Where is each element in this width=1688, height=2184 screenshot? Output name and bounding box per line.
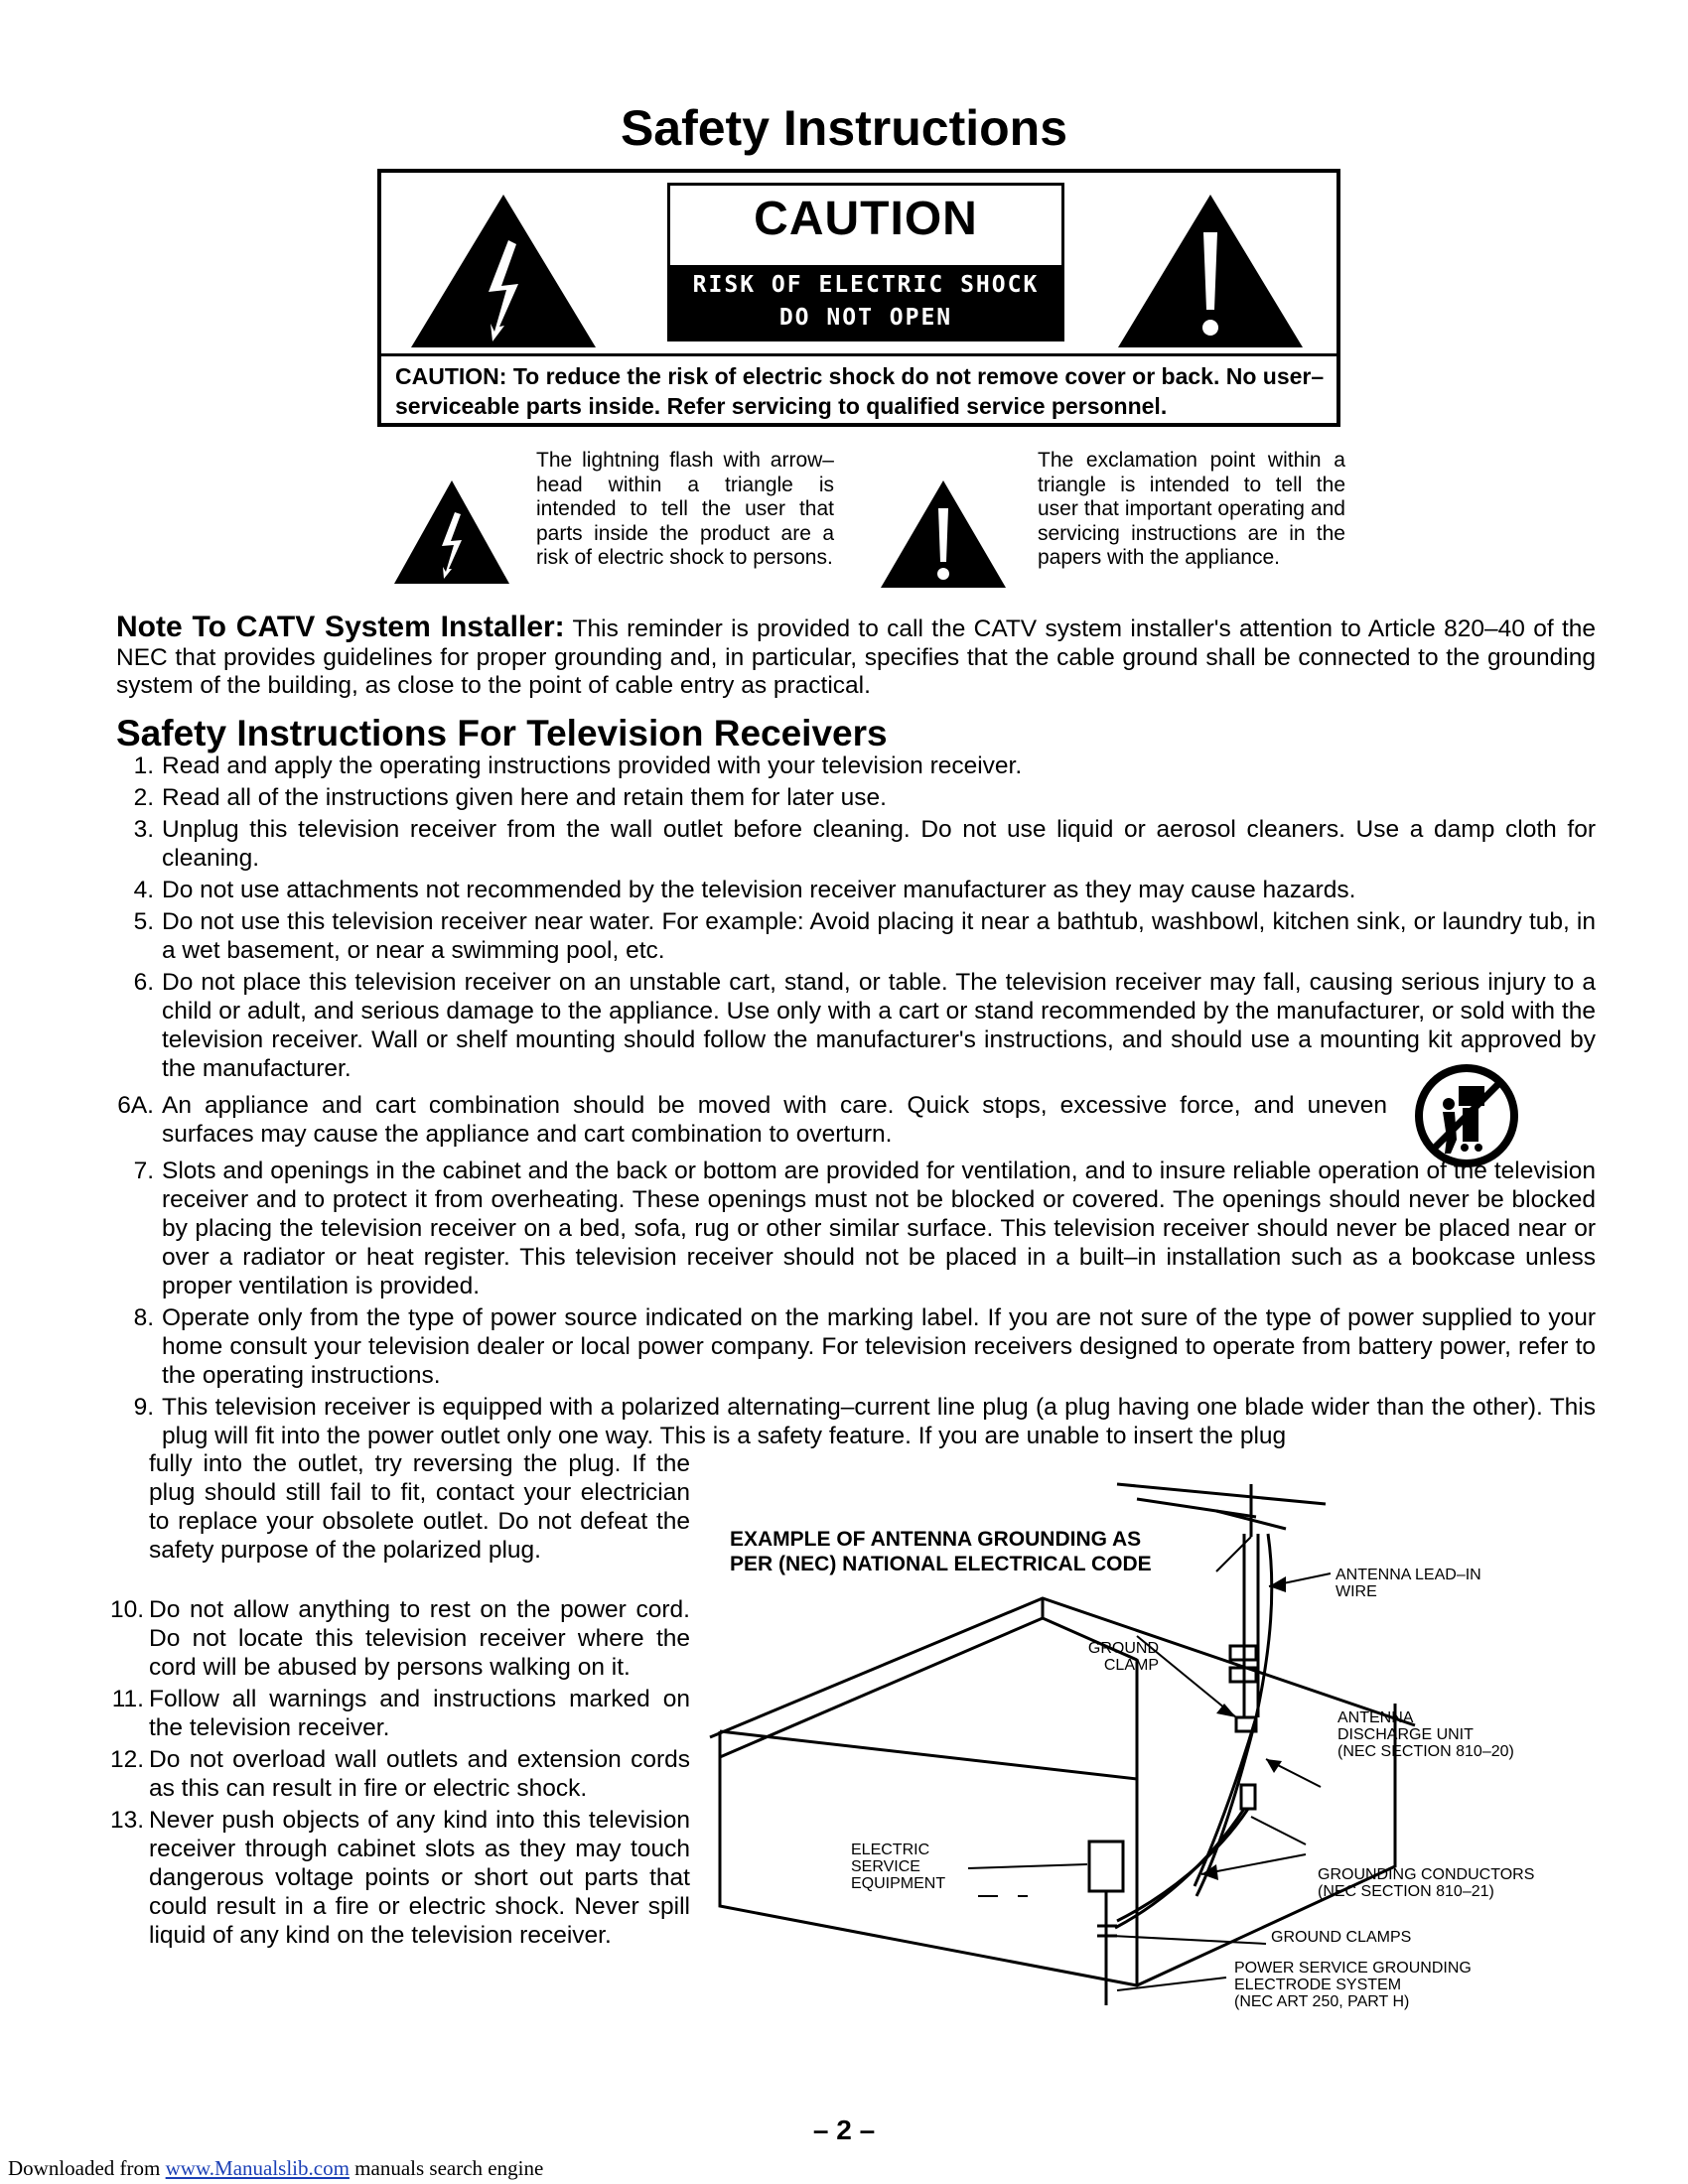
section-heading: Safety Instructions For Television Receivers (116, 713, 888, 753)
list-item (99, 1091, 1596, 1149)
item-text: Operate only from the type of power source indicated on the marking label. If you are not sure of the type of power supplied to your home consult your television dealer or local power company. For television receivers designed to operate from battery power, refer to the operating instructions. (162, 1304, 1596, 1389)
list-item (99, 1745, 690, 1803)
item-text: Read all of the instructions given here and retain them for later use. (162, 784, 887, 811)
item-number: 13. (109, 1807, 144, 1834)
label-line: GROUNDING CONDUCTORS (1318, 1866, 1535, 1883)
list-item (99, 1685, 690, 1742)
caution-heading: CAUTION (754, 193, 978, 245)
caution-text-lead: CAUTION: (395, 363, 507, 389)
item-text: Do not use attachments not recommended by the television receiver manufacturer as they may cause hazards. (162, 877, 1356, 903)
item-9-continued: fully into the outlet, try reversing the plug. If the plug should still fail to fit, contact your electrician to replace your obsolete outlet. Do not defeat the safety purpose of the polarized plug. (149, 1450, 690, 1564)
catv-note (116, 611, 1596, 701)
lightning-symbol-icon (392, 478, 511, 586)
item-text: Do not overload wall outlets and extension cords as this can result in fire or electric shock. (149, 1746, 690, 1802)
label-line: EQUIPMENT (851, 1875, 946, 1892)
label-line: (NEC SECTION 810–21) (1318, 1883, 1494, 1900)
label-line: SERVICE (851, 1858, 920, 1875)
list-item (99, 907, 1596, 965)
label-antenna-lead-in (1336, 1567, 1481, 1600)
list-item (99, 1393, 1596, 1450)
caution-divider (381, 353, 1336, 356)
exclamation-symbol-icon (879, 478, 1008, 590)
caution-band (670, 265, 1061, 339)
caution-panel (667, 183, 1064, 341)
item-text: Follow all warnings and instructions marked on the television receiver. (149, 1686, 690, 1741)
item-text: Do not place this television receiver on an unstable cart, stand, or table. The television receiver may fall, causing serious injury to a child or adult, and serious damage to the appliance. Use only with a cart or stand recommended by the manufacturer, or sold with the television receiver. Wall or shelf mounting should follow the manufacturer's instructions, and should use a mounting kit approved by the manufacturer. (162, 969, 1596, 1082)
item-text: Do not use this television receiver near water. For example: Avoid placing it near a bathtub, washbowl, kitchen sink, or laundry tub, in a wet basement, or near a swimming pool, etc. (162, 908, 1596, 964)
exclamation-symbol-explanation: The exclamation point within a triangle is intended to tell the user that important operating and servicing instructions are in the papers with the appliance. (1038, 449, 1345, 569)
item-text: Do not allow anything to rest on the power cord. Do not locate this television receiver where the cord will be abused by persons walking on it. (149, 1596, 690, 1681)
instruction-list (99, 751, 1596, 1450)
item-number: 12. (109, 1746, 144, 1773)
download-footer (8, 2156, 543, 2181)
instruction-list-narrow (99, 1595, 690, 1950)
list-item (99, 783, 1596, 812)
item-text: An appliance and cart combination should be moved with care. Quick stops, excessive force, and uneven surfaces may cause the appliance and cart combination to overturn. (162, 1092, 1387, 1148)
label-line: WIRE (1336, 1583, 1377, 1600)
caution-band-line1: RISK OF ELECTRIC SHOCK (692, 272, 1040, 298)
label-line: POWER SERVICE GROUNDING (1234, 1960, 1472, 1977)
diagram-title-line2: PER (NEC) NATIONAL ELECTRICAL CODE (730, 1553, 1152, 1575)
label-line: ELECTRODE SYSTEM (1234, 1977, 1402, 1993)
item-number: 7. (133, 1158, 154, 1184)
cart-tipover-warning-icon (1415, 1064, 1519, 1168)
diagram-title-line1: EXAMPLE OF ANTENNA GROUNDING AS (730, 1528, 1142, 1551)
item-number: 3. (133, 816, 154, 843)
list-item (99, 1595, 690, 1682)
label-line: ANTENNA LEAD–IN (1336, 1567, 1481, 1583)
item-text: Unplug this television receiver from the wall outlet before cleaning. Do not use liquid or aerosol cleaners. Use a damp cloth for cleaning. (162, 816, 1596, 872)
item-number: 4. (133, 877, 154, 903)
footer-suffix: manuals search engine (349, 2156, 544, 2180)
exclamation-warning-icon (1116, 193, 1305, 349)
item-number: 11. (111, 1686, 144, 1712)
label-line: ANTENNA (1337, 1709, 1414, 1726)
label-line: (NEC SECTION 810–20) (1337, 1743, 1514, 1760)
label-ground-clamps: GROUND CLAMPS (1271, 1929, 1412, 1946)
list-item (99, 876, 1596, 904)
catv-note-lead: Note To CATV System Installer: (116, 611, 565, 643)
label-grounding-conductors (1318, 1866, 1534, 1900)
label-electrode-system (1234, 1960, 1472, 2010)
label-ground-clamp (1067, 1640, 1159, 1674)
caution-statement (395, 361, 1329, 421)
item-number: 10. (109, 1596, 144, 1623)
list-item (99, 815, 1596, 873)
label-line: DISCHARGE UNIT (1337, 1726, 1474, 1743)
caution-band-line2: DO NOT OPEN (778, 305, 953, 331)
footer-prefix: Downloaded from (8, 2156, 166, 2180)
item-number: 1. (133, 752, 154, 779)
label-line: (NEC ART 250, PART H) (1234, 1993, 1410, 2010)
label-electric-service (851, 1842, 945, 1892)
list-item (99, 1157, 1596, 1300)
lightning-symbol-explanation: The lightning flash with arrow–head within a triangle is intended to tell the user that parts inside the product are a risk of electric shock to persons. (536, 449, 834, 569)
list-item (99, 1303, 1596, 1390)
item-number: 6. (133, 969, 154, 996)
label-discharge-unit (1337, 1709, 1514, 1760)
label-line: CLAMP (1103, 1657, 1159, 1674)
caution-text-body: To reduce the risk of electric shock do not remove cover or back. No user–serviceable parts inside. Refer servicing to qualified service personnel. (395, 363, 1325, 419)
item-number: 6A. (117, 1092, 154, 1119)
item-number: 5. (133, 908, 154, 935)
page-number: – 2 – (812, 2115, 876, 2145)
item-text: Never push objects of any kind into this television receiver through cabinet slots as they may touch dangerous voltage points or short out parts that could result in a fire or electric shock. Never spill liquid of any kind on the television receiver. (149, 1807, 690, 1949)
item-text: Slots and openings in the cabinet and the back or bottom are provided for ventilation, and to insure reliable operation of the television receiver and to protect it from overheating. These openings must not be blocked or covered. The openings should never be blocked by placing the television receiver on a bed, sofa, rug or other similar surface. This television receiver should never be placed near or over a radiator or heat register. This television receiver should not be placed in a built–in installation such as a bookcase unless proper ventilation is provided. (162, 1158, 1596, 1299)
item-text: Read and apply the operating instructions provided with your television receiver. (162, 752, 1023, 779)
manualslib-link[interactable]: www.Manualslib.com (165, 2156, 350, 2180)
label-line: ELECTRIC (851, 1842, 930, 1858)
page-title: Safety Instructions (620, 100, 1068, 156)
item-number: 8. (133, 1304, 154, 1331)
catv-note-body: This reminder is provided to call the CATV system installer's attention to Article 820–40 of the NEC that provides guidelines for proper grounding and, in particular, specifies that the cable ground shall be connected to the grounding system of the building, as close to the point of cable entry as practical. (116, 615, 1596, 699)
lightning-warning-icon (409, 193, 598, 349)
item-text: This television receiver is equipped with a polarized alternating–current line plug (a plug having one blade wider than the other). This plug will fit into the power outlet only one way. This is a safety feature. If you are unable to insert the plug (162, 1394, 1596, 1449)
caution-label-box (377, 169, 1340, 427)
label-line: GROUND (1087, 1640, 1159, 1657)
antenna-grounding-diagram (700, 1469, 1594, 2025)
diagram-title (730, 1527, 1152, 1576)
list-item (99, 751, 1596, 780)
list-item (99, 1806, 690, 1950)
item-number: 2. (133, 784, 154, 811)
list-item (99, 968, 1596, 1083)
item-number: 9. (133, 1394, 154, 1421)
